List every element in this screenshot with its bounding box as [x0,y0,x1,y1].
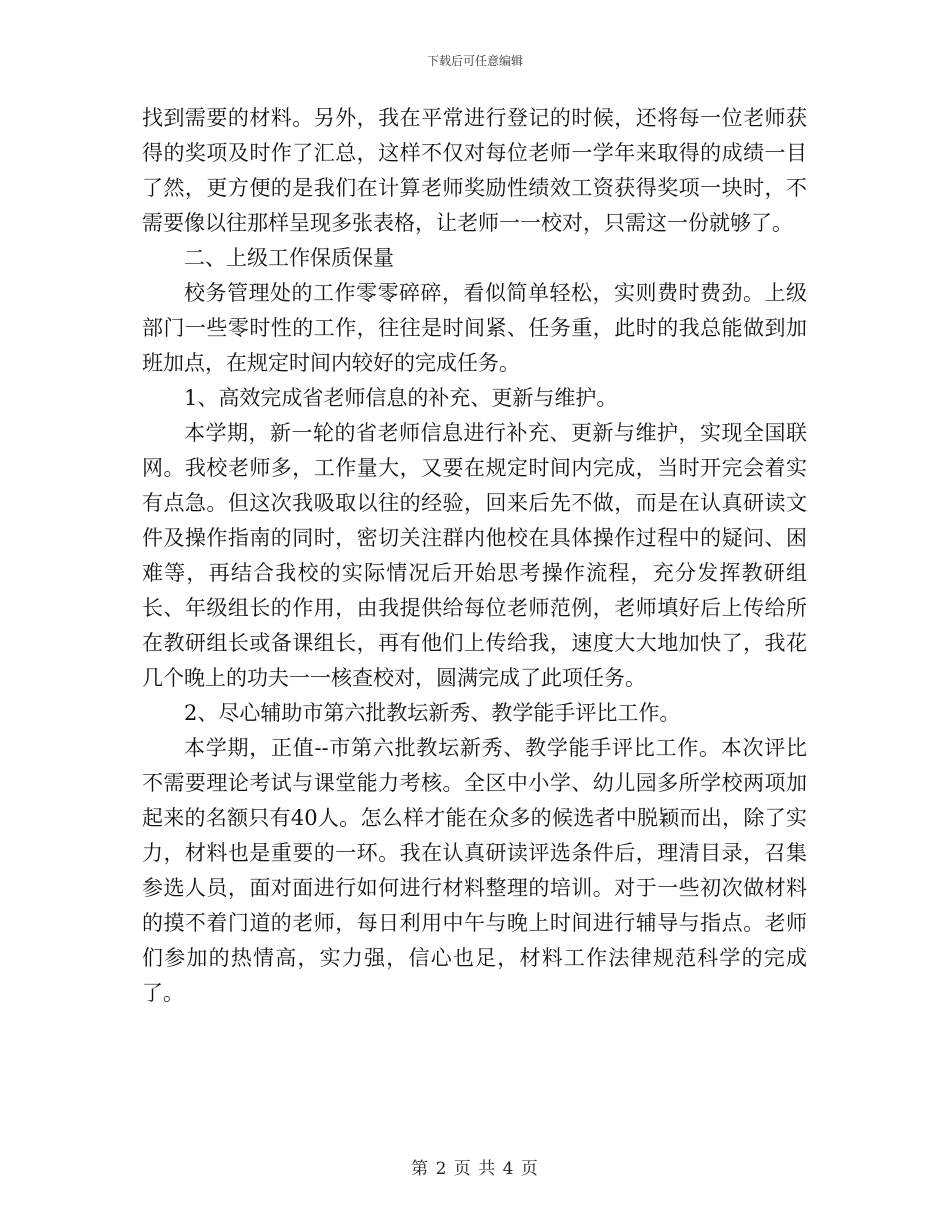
section-heading-superior-work: 二、上级工作保质保量 [184,246,394,270]
subheading-teacher-info: 1、高效完成省老师信息的补充、更新与维护。 [184,386,618,410]
document-body [142,101,807,1011]
paragraph-evaluation-assist: 本学期，正值--市第六批教坛新秀、教学能手评比工作。本次评比不需要理论考试与课堂能力考核。全区中小学、幼儿园多所学校两项加起来的名额只有40人。怎么样才能在众多的候选者中脱颖而出，除了实力，材料也是重要的一环。我在认真研读评选条件后，理清目录，召集参选人员，面对面进行如何进行材料整理的培训。对于一些初次做材料的摸不着门道的老师，每日利用中午与晚上时间进行辅导与指点。老师们参加的热情高，实力强，信心也足，材料工作法律规范科学的完成了。 [142,736,807,1005]
paragraph-superior-work-intro: 校务管理处的工作零零碎碎，看似简单轻松，实则费时费劲。上级部门一些零时性的工作，往往是时间紧、任务重，此时的我总能做到加班加点，在规定时间内较好的完成任务。 [142,281,807,375]
paragraph-continuation: 找到需要的材料。另外，我在平常进行登记的时候，还将每一位老师获得的奖项及时作了汇总，这样不仅对每位老师一学年来取得的成绩一目了然，更方便的是我们在计算老师奖励性绩效工资获得奖项一块时，不需要像以往那样呈现多张表格，让老师一一校对，只需这一份就够了。 [142,106,807,235]
page-number-footer: 第 2 页 共 4 页 [411,1159,539,1179]
subheading-evaluation-assist: 2、尽心辅助市第六批教坛新秀、教学能手评比工作。 [184,701,681,725]
page-header-note: 下载后可任意编辑 [426,54,523,68]
paragraph-teacher-info: 本学期，新一轮的省老师信息进行补充、更新与维护，实现全国联网。我校老师多，工作量大，又要在规定时间内完成，当时开完会着实有点急。但这次我吸取以往的经验，回来后先不做，而是在认真研读文件及操作指南的同时，密切关注群内他校在具体操作过程中的疑问、困难等，再结合我校的实际情况后开始思考操作流程，充分发挥教研组长、年级组长的作用，由我提供给每位老师范例，老师填好后上传给所在教研组长或备课组长，再有他们上传给我，速度大大地加快了，我花几个晚上的功夫一一核查校对，圆满完成了此项任务。 [142,421,807,690]
